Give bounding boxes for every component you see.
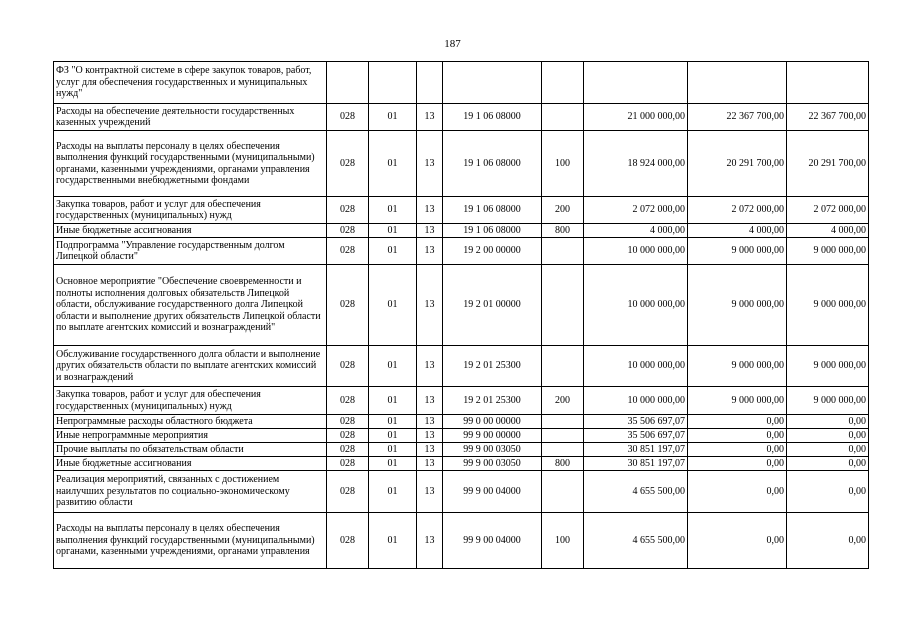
row-sum-2: 0,00 bbox=[688, 415, 787, 429]
row-name: Реализация мероприятий, связанных с достижением наилучших результатов по социально-экономическому развитию области bbox=[54, 471, 327, 513]
row-pr: 13 bbox=[417, 471, 443, 513]
row-gr: 028 bbox=[327, 415, 369, 429]
table-row bbox=[54, 104, 869, 131]
page-number: 187 bbox=[444, 38, 461, 50]
row-name: Закупка товаров, работ и услуг для обеспечения государственных (муниципальных) нужд bbox=[54, 387, 327, 415]
row-sum-1: 18 924 000,00 bbox=[584, 131, 688, 197]
row-sum-3: 0,00 bbox=[787, 471, 869, 513]
row-csr: 19 1 06 08000 bbox=[443, 104, 542, 131]
table-row bbox=[54, 131, 869, 197]
row-csr: 19 2 01 00000 bbox=[443, 265, 542, 346]
row-gr bbox=[327, 62, 369, 104]
table-row bbox=[54, 429, 869, 443]
row-csr: 19 2 01 25300 bbox=[443, 387, 542, 415]
row-vr bbox=[542, 238, 584, 265]
row-rz: 01 bbox=[369, 224, 417, 238]
row-sum-1: 2 072 000,00 bbox=[584, 197, 688, 224]
row-rz: 01 bbox=[369, 513, 417, 569]
row-csr: 19 1 06 08000 bbox=[443, 197, 542, 224]
row-gr: 028 bbox=[327, 457, 369, 471]
row-sum-1: 10 000 000,00 bbox=[584, 238, 688, 265]
row-sum-2: 9 000 000,00 bbox=[688, 265, 787, 346]
row-rz: 01 bbox=[369, 238, 417, 265]
row-sum-3: 9 000 000,00 bbox=[787, 387, 869, 415]
row-name: Закупка товаров, работ и услуг для обеспечения государственных (муниципальных) нужд bbox=[54, 197, 327, 224]
row-name: ФЗ "О контрактной системе в сфере закупок товаров, работ, услуг для обеспечения государственных и муниципальных нужд" bbox=[54, 62, 327, 104]
row-vr bbox=[542, 443, 584, 457]
row-pr: 13 bbox=[417, 415, 443, 429]
row-name: Прочие выплаты по обязательствам области bbox=[54, 443, 327, 457]
row-pr: 13 bbox=[417, 346, 443, 387]
row-sum-3: 4 000,00 bbox=[787, 224, 869, 238]
row-sum-3: 0,00 bbox=[787, 513, 869, 569]
row-csr bbox=[443, 62, 542, 104]
row-sum-1: 35 506 697,07 bbox=[584, 429, 688, 443]
row-vr: 800 bbox=[542, 224, 584, 238]
row-vr: 800 bbox=[542, 457, 584, 471]
row-sum-1 bbox=[584, 62, 688, 104]
row-sum-1: 10 000 000,00 bbox=[584, 265, 688, 346]
row-vr bbox=[542, 415, 584, 429]
row-gr: 028 bbox=[327, 443, 369, 457]
row-gr: 028 bbox=[327, 238, 369, 265]
row-gr: 028 bbox=[327, 224, 369, 238]
row-gr: 028 bbox=[327, 346, 369, 387]
row-sum-3: 9 000 000,00 bbox=[787, 346, 869, 387]
row-sum-1: 21 000 000,00 bbox=[584, 104, 688, 131]
row-vr: 200 bbox=[542, 387, 584, 415]
row-sum-1: 4 655 500,00 bbox=[584, 513, 688, 569]
table-body bbox=[54, 62, 869, 569]
row-vr: 200 bbox=[542, 197, 584, 224]
row-rz: 01 bbox=[369, 346, 417, 387]
row-pr bbox=[417, 62, 443, 104]
row-sum-2 bbox=[688, 62, 787, 104]
row-rz: 01 bbox=[369, 131, 417, 197]
row-sum-2: 4 000,00 bbox=[688, 224, 787, 238]
row-rz: 01 bbox=[369, 443, 417, 457]
row-csr: 99 9 00 04000 bbox=[443, 513, 542, 569]
table-row bbox=[54, 224, 869, 238]
row-vr bbox=[542, 429, 584, 443]
row-sum-1: 30 851 197,07 bbox=[584, 457, 688, 471]
row-sum-3: 9 000 000,00 bbox=[787, 238, 869, 265]
row-sum-1: 10 000 000,00 bbox=[584, 387, 688, 415]
row-gr: 028 bbox=[327, 131, 369, 197]
row-sum-2: 0,00 bbox=[688, 443, 787, 457]
table-row bbox=[54, 513, 869, 569]
row-sum-2: 2 072 000,00 bbox=[688, 197, 787, 224]
row-pr: 13 bbox=[417, 131, 443, 197]
row-gr: 028 bbox=[327, 513, 369, 569]
row-gr: 028 bbox=[327, 265, 369, 346]
row-rz bbox=[369, 62, 417, 104]
row-pr: 13 bbox=[417, 265, 443, 346]
row-sum-1: 10 000 000,00 bbox=[584, 346, 688, 387]
row-gr: 028 bbox=[327, 104, 369, 131]
row-sum-1: 4 655 500,00 bbox=[584, 471, 688, 513]
row-sum-2: 20 291 700,00 bbox=[688, 131, 787, 197]
row-sum-3: 0,00 bbox=[787, 457, 869, 471]
row-sum-1: 4 000,00 bbox=[584, 224, 688, 238]
row-rz: 01 bbox=[369, 429, 417, 443]
row-sum-3: 22 367 700,00 bbox=[787, 104, 869, 131]
table-row bbox=[54, 238, 869, 265]
row-name: Обслуживание государственного долга области и выполнение других обязательств области по выплате агентских комиссий и вознаграждений bbox=[54, 346, 327, 387]
row-name: Основное мероприятие "Обеспечение своевременности и полноты исполнения долговых обязательств Липецкой области, обслуживание государственного долга Липецкой области и выполнение других обязательств Липецкой области по выплате агентских комиссий и вознаграждений" bbox=[54, 265, 327, 346]
row-name: Непрограммные расходы областного бюджета bbox=[54, 415, 327, 429]
row-pr: 13 bbox=[417, 104, 443, 131]
row-vr: 100 bbox=[542, 131, 584, 197]
row-sum-2: 9 000 000,00 bbox=[688, 346, 787, 387]
row-csr: 19 2 00 00000 bbox=[443, 238, 542, 265]
row-rz: 01 bbox=[369, 387, 417, 415]
row-sum-3: 0,00 bbox=[787, 415, 869, 429]
row-csr: 99 9 00 04000 bbox=[443, 471, 542, 513]
row-vr: 100 bbox=[542, 513, 584, 569]
table-row bbox=[54, 457, 869, 471]
row-rz: 01 bbox=[369, 471, 417, 513]
row-name: Иные бюджетные ассигнования bbox=[54, 457, 327, 471]
row-sum-3: 0,00 bbox=[787, 429, 869, 443]
row-rz: 01 bbox=[369, 197, 417, 224]
row-rz: 01 bbox=[369, 415, 417, 429]
row-sum-3: 20 291 700,00 bbox=[787, 131, 869, 197]
row-csr: 99 9 00 03050 bbox=[443, 443, 542, 457]
table-row bbox=[54, 265, 869, 346]
row-sum-2: 9 000 000,00 bbox=[688, 387, 787, 415]
row-csr: 19 2 01 25300 bbox=[443, 346, 542, 387]
budget-table bbox=[53, 61, 869, 569]
row-sum-3 bbox=[787, 62, 869, 104]
row-pr: 13 bbox=[417, 513, 443, 569]
row-rz: 01 bbox=[369, 104, 417, 131]
row-sum-3: 2 072 000,00 bbox=[787, 197, 869, 224]
row-pr: 13 bbox=[417, 387, 443, 415]
row-sum-1: 30 851 197,07 bbox=[584, 443, 688, 457]
row-pr: 13 bbox=[417, 197, 443, 224]
row-sum-3: 9 000 000,00 bbox=[787, 265, 869, 346]
row-pr: 13 bbox=[417, 457, 443, 471]
table-row bbox=[54, 387, 869, 415]
row-sum-2: 0,00 bbox=[688, 471, 787, 513]
row-pr: 13 bbox=[417, 429, 443, 443]
row-sum-1: 35 506 697,07 bbox=[584, 415, 688, 429]
table-row bbox=[54, 62, 869, 104]
row-name: Иные бюджетные ассигнования bbox=[54, 224, 327, 238]
row-vr bbox=[542, 104, 584, 131]
row-vr bbox=[542, 62, 584, 104]
row-csr: 19 1 06 08000 bbox=[443, 224, 542, 238]
row-gr: 028 bbox=[327, 197, 369, 224]
table-row bbox=[54, 197, 869, 224]
row-name: Иные непрограммные мероприятия bbox=[54, 429, 327, 443]
row-sum-2: 0,00 bbox=[688, 513, 787, 569]
table-row bbox=[54, 471, 869, 513]
row-vr bbox=[542, 471, 584, 513]
row-csr: 99 9 00 03050 bbox=[443, 457, 542, 471]
row-sum-2: 0,00 bbox=[688, 429, 787, 443]
row-rz: 01 bbox=[369, 457, 417, 471]
table-row bbox=[54, 415, 869, 429]
row-csr: 19 1 06 08000 bbox=[443, 131, 542, 197]
table-row bbox=[54, 346, 869, 387]
row-name: Расходы на обеспечение деятельности государственных казенных учреждений bbox=[54, 104, 327, 131]
row-name: Расходы на выплаты персоналу в целях обеспечения выполнения функций государственными (муниципальными) органами, казенными учреждениями, органами управления государственными внебюджетными фондами bbox=[54, 131, 327, 197]
row-pr: 13 bbox=[417, 238, 443, 265]
row-name: Подпрограмма "Управление государственным долгом Липецкой области" bbox=[54, 238, 327, 265]
row-gr: 028 bbox=[327, 429, 369, 443]
row-rz: 01 bbox=[369, 265, 417, 346]
row-csr: 99 0 00 00000 bbox=[443, 415, 542, 429]
row-sum-2: 0,00 bbox=[688, 457, 787, 471]
row-pr: 13 bbox=[417, 224, 443, 238]
row-sum-3: 0,00 bbox=[787, 443, 869, 457]
row-sum-2: 22 367 700,00 bbox=[688, 104, 787, 131]
row-csr: 99 9 00 00000 bbox=[443, 429, 542, 443]
row-vr bbox=[542, 346, 584, 387]
row-sum-2: 9 000 000,00 bbox=[688, 238, 787, 265]
table-row bbox=[54, 443, 869, 457]
row-name: Расходы на выплаты персоналу в целях обеспечения выполнения функций государственными (муниципальными) органами, казенными учреждениями, органами управления bbox=[54, 513, 327, 569]
row-gr: 028 bbox=[327, 387, 369, 415]
row-gr: 028 bbox=[327, 471, 369, 513]
row-pr: 13 bbox=[417, 443, 443, 457]
row-vr bbox=[542, 265, 584, 346]
